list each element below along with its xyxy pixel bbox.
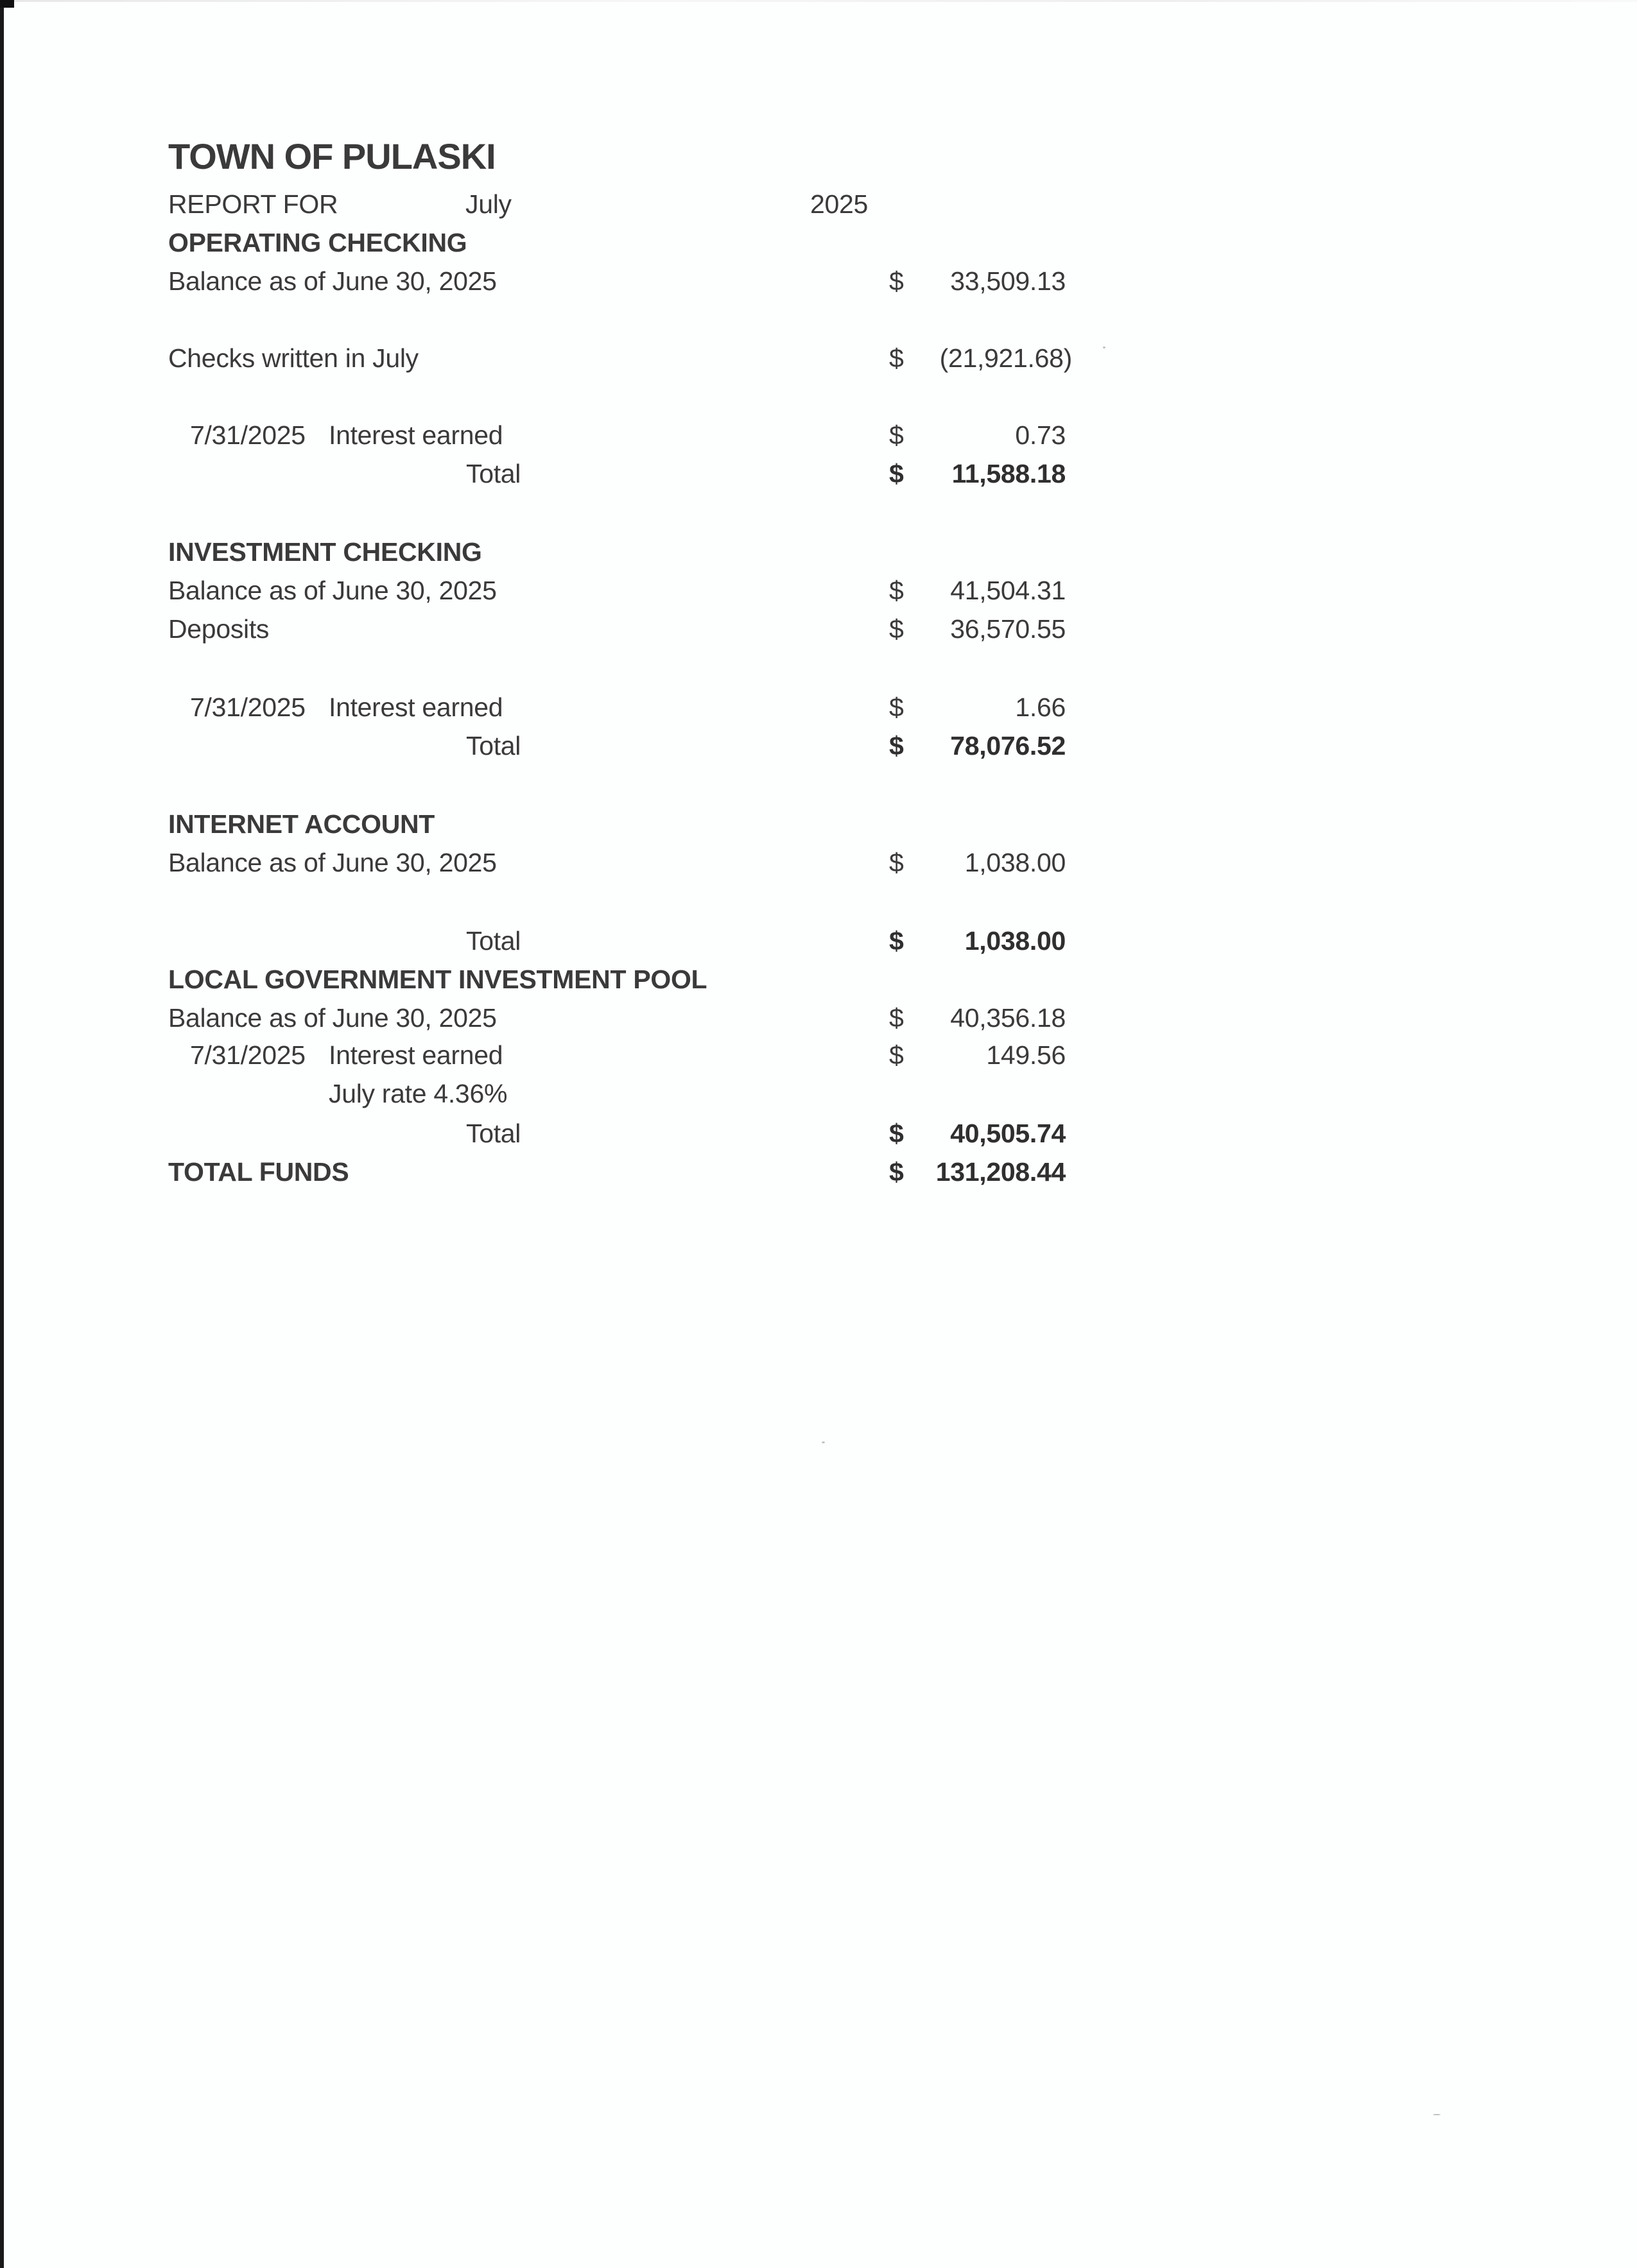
scan-speck xyxy=(1103,347,1105,348)
lgip-interest-date: 7/31/2025 xyxy=(190,1040,306,1070)
investment-interest-dollar: $ xyxy=(889,692,904,722)
total-funds-amount: 131,208.44 xyxy=(935,1157,1066,1187)
internet-total-label: Total xyxy=(466,926,521,956)
total-funds-label: TOTAL FUNDS xyxy=(168,1157,349,1187)
operating-checks-amount: (21,921.68) xyxy=(939,343,1072,373)
internet-balance-dollar: $ xyxy=(889,848,904,877)
investment-total-dollar: $ xyxy=(889,731,904,760)
report-month: July xyxy=(465,189,512,219)
operating-total-amount: 11,588.18 xyxy=(951,459,1066,488)
investment-balance-label: Balance as of June 30, 2025 xyxy=(168,576,497,605)
operating-interest-date: 7/31/2025 xyxy=(190,420,306,450)
scan-edge-left xyxy=(0,0,4,2268)
lgip-balance-amount: 40,356.18 xyxy=(950,1003,1066,1033)
lgip-total-amount: 40,505.74 xyxy=(950,1119,1066,1148)
lgip-interest-dollar: $ xyxy=(889,1040,904,1070)
scan-edge-corner xyxy=(0,0,14,8)
lgip-balance-label: Balance as of June 30, 2025 xyxy=(168,1003,497,1033)
investment-balance-dollar: $ xyxy=(889,576,904,605)
investment-interest-amount: 1.66 xyxy=(1015,692,1066,722)
investment-interest-date: 7/31/2025 xyxy=(190,692,306,722)
operating-interest-label: Interest earned xyxy=(329,420,503,450)
operating-total-dollar: $ xyxy=(889,459,904,488)
internet-account-header: INTERNET ACCOUNT xyxy=(168,809,435,839)
internet-balance-label: Balance as of June 30, 2025 xyxy=(168,848,497,877)
investment-total-label: Total xyxy=(466,731,521,760)
scan-edge-top xyxy=(0,0,1637,2)
lgip-interest-label: Interest earned xyxy=(329,1040,503,1070)
report-for-label: REPORT FOR xyxy=(168,189,338,219)
operating-total-label: Total xyxy=(466,459,521,488)
total-funds-dollar: $ xyxy=(889,1157,904,1187)
report-year: 2025 xyxy=(810,189,869,219)
lgip-rate-label: July rate 4.36% xyxy=(329,1079,508,1108)
internet-total-dollar: $ xyxy=(889,926,904,956)
operating-checks-label: Checks written in July xyxy=(168,343,419,373)
scan-speck xyxy=(1433,2114,1441,2115)
operating-interest-amount: 0.73 xyxy=(1015,420,1066,450)
page-title: TOWN OF PULASKI xyxy=(168,136,496,176)
investment-deposits-dollar: $ xyxy=(889,614,904,644)
investment-deposits-amount: 36,570.55 xyxy=(950,614,1066,644)
lgip-balance-dollar: $ xyxy=(889,1003,904,1033)
internet-balance-amount: 1,038.00 xyxy=(964,848,1066,877)
investment-deposits-label: Deposits xyxy=(168,614,270,644)
investment-balance-amount: 41,504.31 xyxy=(950,576,1066,605)
lgip-total-label: Total xyxy=(466,1119,521,1148)
lgip-total-dollar: $ xyxy=(889,1119,904,1148)
scan-speck xyxy=(822,1441,825,1443)
investment-interest-label: Interest earned xyxy=(329,692,503,722)
operating-balance-label: Balance as of June 30, 2025 xyxy=(168,266,497,296)
operating-checking-header: OPERATING CHECKING xyxy=(168,228,467,257)
investment-total-amount: 78,076.52 xyxy=(950,731,1066,760)
operating-interest-dollar: $ xyxy=(889,420,904,450)
internet-total-amount: 1,038.00 xyxy=(964,926,1066,956)
investment-checking-header: INVESTMENT CHECKING xyxy=(168,537,482,567)
operating-checks-dollar: $ xyxy=(889,343,904,373)
lgip-header: LOCAL GOVERNMENT INVESTMENT POOL xyxy=(168,965,707,994)
operating-balance-dollar: $ xyxy=(889,266,904,296)
lgip-interest-amount: 149.56 xyxy=(986,1040,1066,1070)
operating-balance-amount: 33,509.13 xyxy=(950,266,1066,296)
